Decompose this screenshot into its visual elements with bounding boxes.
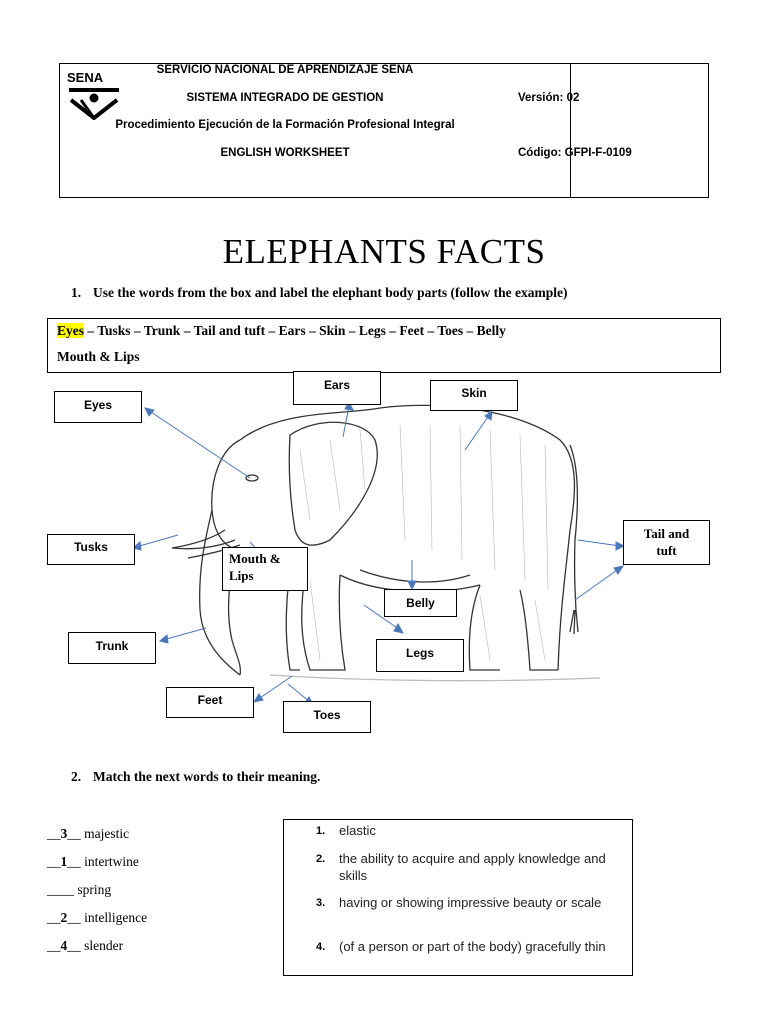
definition-number: 1.: [316, 825, 326, 837]
label-mouth-lips: [222, 547, 308, 591]
question-1-text: Use the words from the box and label the elephant body parts (follow the example): [93, 285, 568, 300]
definition-text: elastic: [339, 823, 376, 838]
word-box-line-2: Mouth & Lips: [57, 349, 140, 364]
match-word-row: __2__ intelligence: [47, 910, 148, 925]
match-answer: 1: [60, 854, 68, 869]
question-2-text: Match the next words to their meaning.: [93, 769, 321, 784]
label-eyes: Eyes: [54, 391, 142, 423]
label-skin: Skin: [430, 380, 518, 411]
match-word-row: __4__ slender: [47, 938, 124, 953]
label-mouth-line-1: Mouth &: [229, 551, 281, 566]
highlighted-word: Eyes: [57, 323, 84, 338]
label-tail-tuft: [623, 520, 710, 565]
label-mouth-line-2: Lips: [229, 568, 254, 583]
definition-number: 2.: [316, 853, 326, 865]
label-ears: Ears: [293, 371, 381, 405]
header-code: Código: GFPI-F-0109: [518, 147, 632, 159]
word-box: [47, 318, 721, 373]
header-line-4: ENGLISH WORKSHEET: [220, 147, 350, 159]
definition-text: the ability to acquire and apply knowledge and skills: [339, 851, 606, 883]
label-tail-line-1: Tail and: [643, 526, 690, 541]
question-2-number: 2.: [71, 769, 82, 784]
label-trunk: Trunk: [68, 632, 156, 664]
page-title: ELEPHANTS FACTS: [222, 232, 546, 271]
header-version: Versión: 02: [518, 92, 580, 104]
label-belly: Belly: [384, 589, 457, 617]
header-line-2: SISTEMA INTEGRADO DE GESTION: [186, 92, 384, 104]
question-1-number: 1.: [71, 285, 82, 300]
label-legs: Legs: [376, 639, 464, 672]
match-answer: 3: [60, 826, 68, 841]
header-line-1: SERVICIO NACIONAL DE APRENDIZAJE SENA: [156, 64, 414, 76]
logo-text: SENA: [67, 70, 104, 85]
definition-number: 4.: [316, 941, 326, 953]
label-tusks: Tusks: [47, 534, 135, 565]
label-toes: Toes: [283, 701, 371, 733]
label-feet: Feet: [166, 687, 254, 718]
word-box-line-1: [57, 323, 506, 339]
definition-text: (of a person or part of the body) gracefully thin: [339, 939, 606, 954]
match-word-row: __3__ majestic: [47, 826, 130, 841]
definition-text: having or showing impressive beauty or scale: [339, 895, 602, 910]
definition-number: 3.: [316, 897, 326, 909]
match-answer: 4: [60, 938, 68, 953]
match-answer: 2: [60, 910, 68, 925]
match-word-row: ____ spring: [47, 882, 112, 897]
word-list: – Tusks – Trunk – Tail and tuft – Ears – Skin – Legs – Feet – Toes – Belly: [84, 323, 506, 338]
header-divider: [570, 64, 571, 197]
match-word-row: __1__ intertwine: [47, 854, 139, 869]
label-tail-line-2: tuft: [656, 543, 677, 558]
header-line-3: Procedimiento Ejecución de la Formación Profesional Integral: [115, 119, 455, 131]
